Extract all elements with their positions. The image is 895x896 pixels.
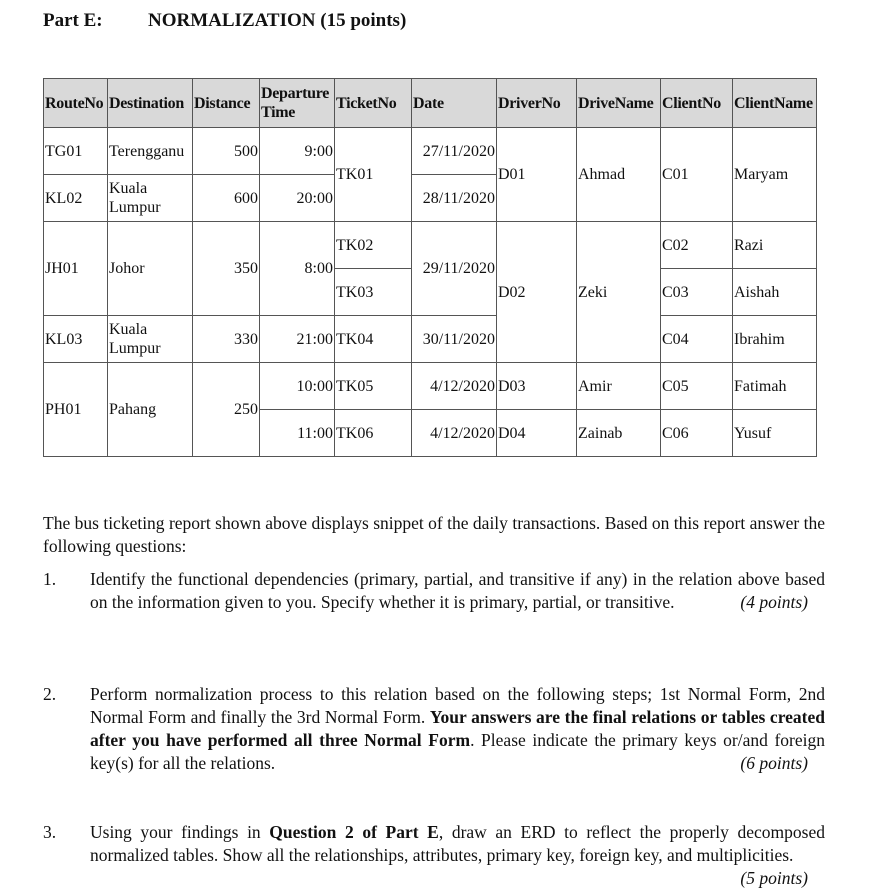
cell-date: 28/11/2020: [412, 175, 497, 222]
question-text-bold: Your answers are the final relations or tables created after you have performed all three Normal Form: [90, 707, 825, 750]
cell-client-name: Maryam: [733, 128, 817, 222]
question-points: (5 points): [740, 868, 808, 888]
cell-route: KL02: [44, 175, 108, 222]
column-header: DriveName: [577, 79, 661, 128]
cell-time: 20:00: [260, 175, 335, 222]
cell-destination: Pahang: [108, 363, 193, 457]
cell-client-no: C01: [661, 128, 733, 222]
cell-client-no: C02: [661, 222, 733, 269]
column-header: DriverNo: [497, 79, 577, 128]
cell-client-name: Yusuf: [733, 410, 817, 457]
cell-distance: 330: [193, 316, 260, 363]
question-points: (4 points): [740, 592, 808, 612]
cell-client-no: C04: [661, 316, 733, 363]
cell-client-no: C03: [661, 269, 733, 316]
column-header: Date: [412, 79, 497, 128]
cell-client-no: C06: [661, 410, 733, 457]
column-header: Distance: [193, 79, 260, 128]
question-number: 1.: [43, 569, 57, 589]
question-text: . Please indicate the primary keys or/and foreign key(s) for all the relations.: [90, 730, 825, 773]
cell-driver-no: D02: [497, 222, 577, 363]
column-header: ClientName: [733, 79, 817, 128]
cell-distance: 350: [193, 222, 260, 316]
cell-destination: Kuala Lumpur: [108, 175, 193, 222]
cell-route: JH01: [44, 222, 108, 316]
cell-time: 9:00: [260, 128, 335, 175]
cell-driver-name: Zainab: [577, 410, 661, 457]
cell-route: KL03: [44, 316, 108, 363]
table-row: [44, 128, 817, 175]
cell-time: 8:00: [260, 222, 335, 316]
cell-ticket: TK02: [335, 222, 412, 269]
question-text: Using your findings in: [90, 822, 270, 842]
cell-driver-no: D01: [497, 128, 577, 222]
cell-ticket: TK01: [335, 128, 412, 222]
cell-driver-name: Zeki: [577, 222, 661, 363]
cell-driver-name: Amir: [577, 363, 661, 410]
question-points: (6 points): [740, 753, 808, 773]
question-text: Perform normalization process to this relation based on the following steps; 1st Normal Form, 2nd Normal Form and finally the 3rd Normal Form.: [90, 684, 825, 727]
cell-destination: Johor: [108, 222, 193, 316]
intro-paragraph: The bus ticketing report shown above displays snippet of the daily transactions. Based on this report answer the following questions:: [43, 513, 825, 556]
cell-ticket: TK05: [335, 363, 412, 410]
cell-distance: 500: [193, 128, 260, 175]
cell-date: 30/11/2020: [412, 316, 497, 363]
cell-driver-no: D03: [497, 363, 577, 410]
question-text-bold: Question 2 of Part E: [269, 822, 439, 842]
cell-ticket: TK03: [335, 269, 412, 316]
cell-client-name: Aishah: [733, 269, 817, 316]
cell-client-no: C05: [661, 363, 733, 410]
cell-destination: Kuala Lumpur: [108, 316, 193, 363]
question-text: Identify the functional dependencies (primary, partial, and transitive if any) in the relation above based on the information given to you. Specify whether it is primary, partial, or transitive.: [90, 569, 825, 612]
section-title: NORMALIZATION (15 points): [148, 10, 407, 31]
cell-time: 21:00: [260, 316, 335, 363]
cell-driver-name: Ahmad: [577, 128, 661, 222]
column-header: Departure Time: [260, 79, 335, 128]
column-header: TicketNo: [335, 79, 412, 128]
cell-ticket: TK04: [335, 316, 412, 363]
question-number: 2.: [43, 684, 57, 704]
cell-route: PH01: [44, 363, 108, 457]
cell-route: TG01: [44, 128, 108, 175]
bus-ticketing-report-table: [43, 78, 817, 457]
table-row: [44, 316, 817, 363]
table-header-row: [44, 79, 817, 128]
table-row: [44, 222, 817, 269]
cell-time: 11:00: [260, 410, 335, 457]
table-row: [44, 363, 817, 410]
cell-date: 4/12/2020: [412, 410, 497, 457]
column-header: Destination: [108, 79, 193, 128]
cell-client-name: Fatimah: [733, 363, 817, 410]
cell-ticket: TK06: [335, 410, 412, 457]
column-header: ClientNo: [661, 79, 733, 128]
part-label: Part E:: [43, 10, 103, 31]
cell-client-name: Ibrahim: [733, 316, 817, 363]
question-number: 3.: [43, 822, 57, 842]
question-text: , draw an ERD to reflect the properly decomposed normalized tables. Show all the relationships, attributes, primary key, foreign key, and multiplicities.: [90, 822, 825, 865]
cell-driver-no: D04: [497, 410, 577, 457]
cell-time: 10:00: [260, 363, 335, 410]
column-header: RouteNo: [44, 79, 108, 128]
cell-client-name: Razi: [733, 222, 817, 269]
cell-distance: 600: [193, 175, 260, 222]
cell-date: 27/11/2020: [412, 128, 497, 175]
cell-destination: Terengganu: [108, 128, 193, 175]
cell-date: 29/11/2020: [412, 222, 497, 316]
cell-distance: 250: [193, 363, 260, 457]
cell-date: 4/12/2020: [412, 363, 497, 410]
